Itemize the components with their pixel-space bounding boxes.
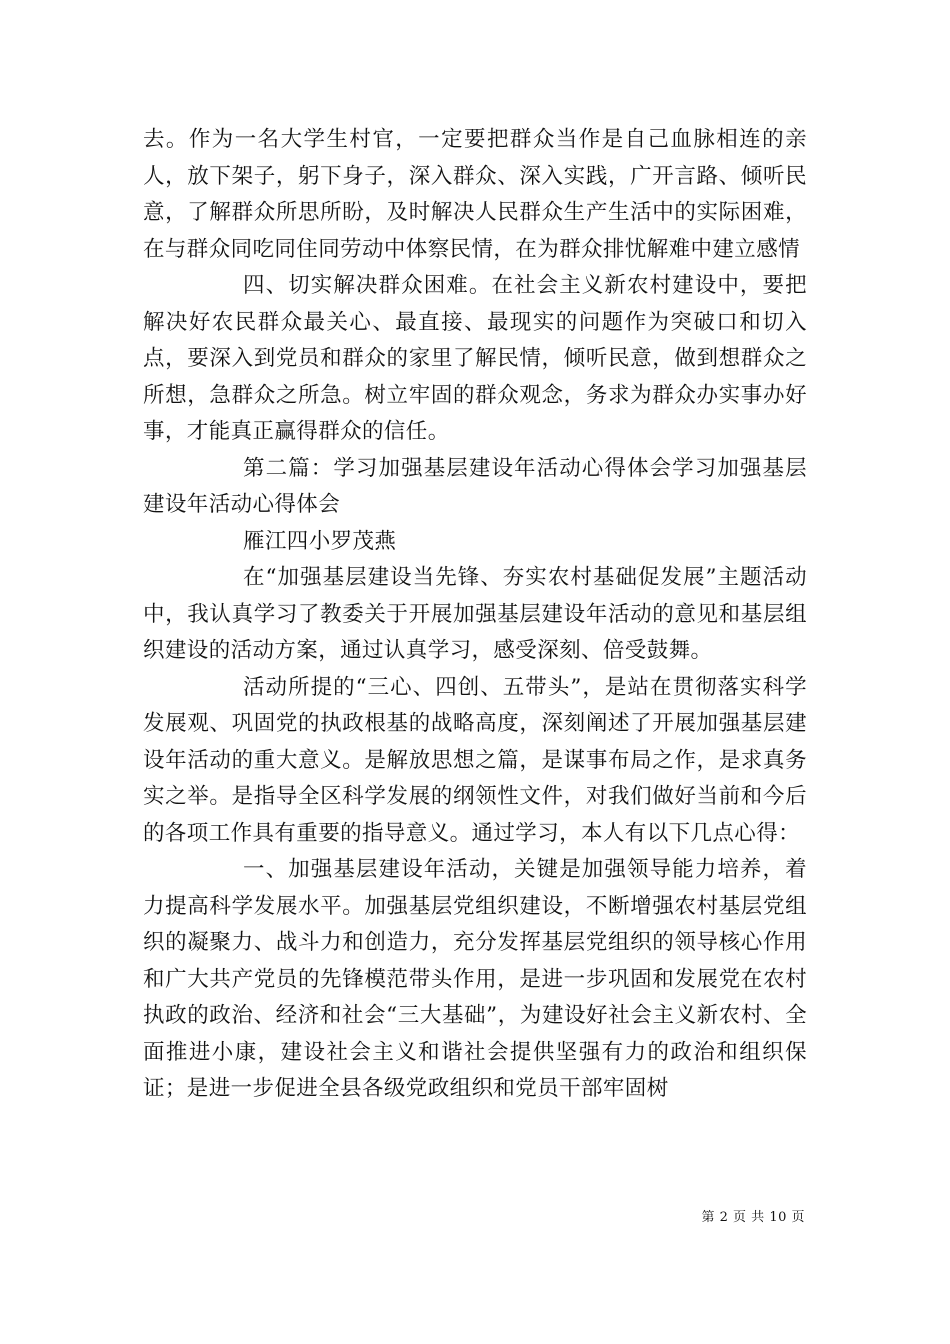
paragraph-continuation: 去。作为一名大学生村官，一定要把群众当作是自己血脉相连的亲人，放下架子，躬下身子，深入群众、深入实践，广开言路、倾听民意，了解群众所思所盼，及时解决人民群众生产生活中的实际困难，在与群众同吃同住同劳动中体察民情，在为群众排忧解难中建立感情: [143, 127, 807, 262]
document-body: [143, 122, 807, 1108]
paragraph-author: 雁江四小罗茂燕: [243, 528, 397, 554]
paragraph-chapter-title: 第二篇：学习加强基层建设年活动心得体会学习加强基层建设年活动心得体会: [143, 455, 807, 517]
page-number: 第 2 页 共 10 页: [701, 1210, 805, 1225]
paragraph-activity: 活动所提的“三心、四创、五带头”，是站在贯彻落实科学发展观、巩固党的执政根基的战略高度，深刻阐述了开展加强基层建设年活动的重大意义。是解放思想之篇，是谋事布局之作，是求真务实之举。是指导全区科学发展的纲领性文件，对我们做好当前和今后的各项工作具有重要的指导意义。通过学习，本人有以下几点心得：: [143, 674, 807, 846]
paragraph-section-four: 四、切实解决群众困难。在社会主义新农村建设中，要把解决好农民群众最关心、最直接、最现实的问题作为突破口和切入点，要深入到党员和群众的家里了解民情，倾听民意，做到想群众之所想，急群众之所急。树立牢固的群众观念，务求为群众办实事办好事，才能真正赢得群众的信任。: [143, 273, 807, 444]
paragraph-point-one: 一、加强基层建设年活动，关键是加强领导能力培养，着力提高科学发展水平。加强基层党组织建设，不断增强农村基层党组织的凝聚力、战斗力和创造力，充分发挥基层党组织的领导核心作用和广大共产党员的先锋模范带头作用，是进一步巩固和发展党在农村执政的政治、经济和社会“三大基础”，为建设好社会主义新农村、全面推进小康，建设社会主义和谐社会提供坚强有力的政治和组织保证；是进一步促进全县各级党政组织和党员干部牢固树: [143, 857, 807, 1101]
paragraph-intro: 在“加强基层建设当先锋、夯实农村基础促发展”主题活动中，我认真学习了教委关于开展加强基层建设年活动的意见和基层组织建设的活动方案，通过认真学习，感受深刻、倍受鼓舞。: [143, 565, 807, 663]
